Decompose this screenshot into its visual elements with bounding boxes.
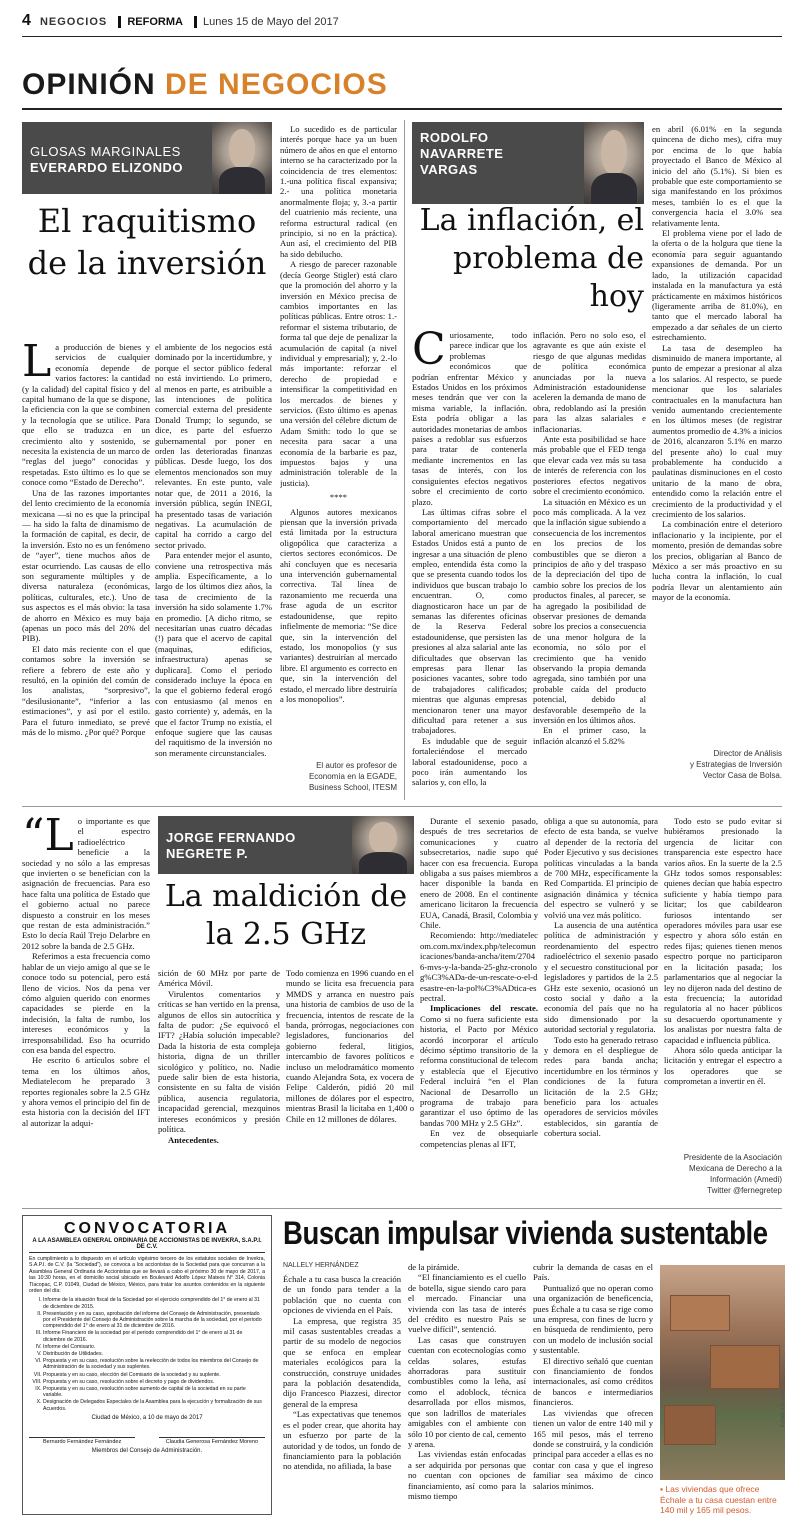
agenda-item: IX. Propuesta y en su caso, resolución sobre aumento de capital de la sociedad en su parte variable. — [43, 1386, 265, 1398]
article-body-col1c — [280, 124, 397, 764]
section-title-negocios: DE NEGOCIOS — [165, 68, 388, 101]
subhead: Implicaciones del rescate. — [430, 1003, 538, 1014]
issue-date: Lunes 15 de Mayo del 2017 — [194, 16, 339, 28]
paragraph: inflación. Pero no solo eso, el agravante es que aún existe el riesgo de que algunas medidas de política económica anunciadas por la nueva Administración estadounidense aceleren la demanda de mano de obra, redoblando así la presión para las alzas salariales e inflacionarias. — [533, 330, 646, 434]
notice-title: CONVOCATORIA — [63, 1220, 231, 1237]
paragraph: Durante el sexenio pasado, después de tres secretarios de comunicaciones y cuatro subsecretarios, nadie supo qué hacer con esa frecuencia. Europa obligaba a sus países miembros a hacer disponible la banda en enero de 2008. En el continente americano licitaron la frecuencia EUA, Canadá, Brasil, Colombia y Chile. — [420, 816, 538, 931]
bio-line: Twitter @fernegretep — [707, 1186, 782, 1195]
author-bio-navarrete — [652, 748, 782, 781]
paragraph: La empresa, que registra 35 mil casas sustentables creadas a partir de su modelo de negocios que se enfoca en emplear materiales ecológicos para la construcción, construye unidades para la población desatendida, dijo Francesco Piazzesi, director general de la empresa — [283, 1315, 401, 1409]
agenda-item: VIII. Propuesta y en su caso, resolución sobre el decreto y pago de dividendos. — [43, 1379, 265, 1385]
paragraph: Ante esta posibilidad se hace más probable que el FED tenga que elevar cada vez más su tasa de interés de referencia con los posteriores efectos negativos sobre el crecimiento económico. — [533, 434, 646, 497]
paragraph: Lo sucedido es de particular interés porque hace ya un buen número de años en que el entorno interno se ha caracterizado por la coincidencia de tres elementos: 1.-una política fiscal expansiva; 2.- una política monetaria anormalmente floja; y, 3.-a partir del cuatrienio más reciente, una reforma estructural radical (en principio, si no en la práctica). Aun así, el crecimiento del PIB ha sido debilucho. — [280, 124, 397, 259]
column-name: GLOSAS MARGINALES — [30, 144, 181, 159]
legal-notice-convocatoria — [22, 1215, 272, 1515]
page-folio — [22, 12, 782, 32]
article-body-col3b — [158, 968, 280, 1201]
headline-vivienda: Buscan impulsar vivienda sustentable — [283, 1215, 768, 1251]
paragraph: El problema viene por el lado de la oferta o de la holgura que tiene la economía para seguir aguantando expansiones de demanda. Por un lado, la utilización capacidad instalada en la manufactura ya está prácticamente en máximos históricos (ligeramente arriba de 81.0%), en tanto que el mercado laboral ha empezado a dar señales de un cierto estrechamiento. — [652, 228, 782, 343]
columnist-banner-elizondo — [22, 122, 272, 194]
paragraph: El dato más reciente con el que contamos sobre la inversión se refiere a febrero de este año y resultó, en la opinión del común de los analistas, “sorpresivo”, “desilusionante”, “inferior a las estimaciones”, y así por el estilo. Para el futuro inmediato, se prevé más de lo mismo. ¿Por qué? Porque — [22, 643, 150, 738]
paragraph: o importante es que el espectro radioeléctrico beneficie a la sociedad y no sólo a las empresas que invierten o se benefician con la asignación de frecuencias. Para eso hace falta una política de Estado que el gobierno actual no parece dispuesto a construir en los meses que restan de esta administración.” Esto lo decía Raúl Trejo Delarbre en 2012 sobre la banda de 2.5 GHz. — [22, 816, 150, 951]
paragraph: Es indudable que de seguir fortaleciéndose el mercado laboral estadounidense, poco a poco irán aumentando los salarios y, con ello, la — [412, 735, 527, 788]
paragraph: Échale a tu casa busca la creación de un fondo para tender a la población que no cuenta con opciones de vivienda en el País. — [283, 1274, 401, 1316]
article-body-viv-b — [408, 1262, 526, 1514]
article-body-col3c — [286, 968, 414, 1201]
columnist-banner-negrete — [158, 816, 414, 874]
article-body-viv-c — [533, 1262, 653, 1514]
paragraph: Todo comienza en 1996 cuando en el mundo se licita esa frecuencia para MMDS y arranca en nuestro país una historia de cambios de uso de la frecuencia, intentos de rescate de la banda, prórrogas, negociaciones con legisladores, funcionarios del gobierno federal, litigios, intercambio de favores políticos e incluso un melodramático momento cuando Alejandra Sota, ex vocera de Felipe Calderón, pidió 20 mil millones de dólares por el espectro, mientras Brasil la licitaba en 1,400 o Chile en 12 millones de dólares. — [286, 968, 414, 1124]
paragraph: obliga a que su autonomía, para efecto de esta banda, se vuelve al depender de la rectoría del Poder Ejecutivo y sus decisiones políticas vinculadas a la banda de 700 MHz, específicamente la Red Compartida. El principio de asignación dinámica y técnica del espectro se vulneró y se volvió una vez más político. — [544, 816, 658, 920]
paragraph: Puntualizó que no operan como una organización de beneficencia, pues Échale a tu casa se rige como una empresa, con fines de lucro y en búsqueda de rendimiento, pero con un modelo de inclusión social y sustentable. — [533, 1282, 653, 1356]
paragraph: Las últimas cifras sobre el comportamiento del mercado laboral americano muestran que Estados Unidos está a punto de ingresar a una situación de pleno empleo, entendida ésta como la que se presenta cuando todos los individuos que buscan trabajo lo encuentran. O, como diagnosticaron hace un par de semanas las diferentes oficinas de la Reserva Federal estadounidense, que persisten las presiones al alza salarial ante las dificultades que observan las empresas para llenar las posiciones vacantes, sobre todo de trabajadores calificados; mientras que algunas empresas mencionaron tener una mayor dificultad para retener a sus trabajadores. — [412, 506, 527, 736]
bio-line: y Estrategias de Inversión — [689, 760, 782, 769]
author-bio-elizondo — [280, 760, 397, 793]
paragraph: Las viviendas están enfocadas a ser adquirida por personas que no cuentan con opciones de financiamiento, así como para la mismo tiempo — [408, 1449, 526, 1501]
paragraph: Las viviendas que ofrecen tienen un valor de entre 140 mil y 165 mil pesos, más el terreno donde se construirá, y la condición principal para acceder a ellas es no contar con casa y que el ingreso familiar sea máximo de cinco salarios mínimos. — [533, 1407, 653, 1491]
article-body-col2a — [412, 330, 527, 790]
paragraph: “El financiamiento es el cuello de botella, sigue siendo caro para el mercado. Financiar una vivienda con las tasa de interés del crédito es nuestro País se vuelve difícil”, sentenció. — [408, 1272, 526, 1335]
paragraph: Algunos autores mexicanos piensan que la inversión privada está limitada por la estructura oligopólica que caracteriza a ciertos sectores económicos. De ahí concluyen que es necesaria una intervención gubernamental correctiva. Tal línea de razonamiento me recuerda una frase aguda de un escritor estadounidense, que repito infielmente de memoria: “Se dice que, sin la intervención del estado, los monopolios (y sus variantes) destruirían al mercado libre. El argumento es correcto en que, sin la intervención del estado, el mercado libre destruiría a los monopolios”. — [280, 506, 397, 704]
headline-inflacion: La inflación, el problema de hoy — [419, 203, 644, 314]
photo-caption: ▪ Las viviendas que ofrece Échale a tu casa cuestan entre 140 mil y 165 mil pesos. — [660, 1484, 777, 1515]
paragraph: uriosamente, todo parece indicar que los problemas económicos que podrían enfrentar México y Estados Unidos en los próximos meses tendrán que ver con la misma variable, la inflación. Esta podría obligar a las autoridades monetarias de ambos países a redoblar sus esfuerzos para tratar de contenerla mediante incrementos en las tasas de interés, con los consiguientes efectos negativos sobre el crecimiento de corto plazo. — [412, 330, 527, 507]
bio-line: Director de Análisis — [713, 749, 782, 758]
paragraph: cubrir la demanda de casas en el País. — [533, 1262, 653, 1283]
article-body-col3d — [420, 816, 538, 1201]
drop-cap: C — [412, 330, 446, 375]
agenda-item: VII. Propuesta y en su caso, elección del Comisario de la sociedad y su suplente. — [43, 1372, 265, 1378]
article-body-col3e — [544, 816, 658, 1201]
columnist-banner-navarrete — [412, 122, 644, 204]
section-name: NEGOCIOS — [39, 16, 108, 28]
paragraph: La situación en México es un poco más complicada. A la vez que la inflación sigue subiendo a consecuencia de los incrementos en los precios de los combustibles que se dieron a principios de año y del traspaso de la depreciación del tipo de cambio sobre los precios de los productos finales, al parecer, se ha agregado la posibilidad de observar presiones de demanda sobre los precios a consecuencia de una menor holgura de la economía, no sólo por el crecimiento que ha venido observando la propia demanda agregada, sino también por una probable caída del producto potencial, debido al desfavorable desempeño de la inversión en los últimos años. — [533, 496, 646, 726]
paragraph: el ambiente de los negocios está dominado por la incertidumbre, y porque el sector público federal no está invirtiendo. Lo primero, al menos en parte, es atribuible a las intenciones de política comercial externa del presidente Donald Trump; lo segundo, se dice, es parte del esfuerzo gubernamental por poner en orden las deterioradas finanzas públicas. Desde luego, los dos elementos mencionados son muy relevantes. En este punto, vale notar que, de 2011 a 2016, la inversión pública, según INEGI, ha presentado tasas de variación negativas. La acumulación de capital ha corrido a cargo del sector privado. — [155, 342, 272, 550]
article-body-viv-a — [283, 1274, 401, 1514]
columnist-photo — [584, 122, 644, 204]
article-body-col1a — [22, 342, 150, 790]
paragraph: Virulentos comentarios y críticas se han vertido en la prensa, algunos de ellos sin autocrítica y falta de pudor: ¿Se equivocó el IFT? ¿Había solución impecable? Dada la historia de esta compleja historia, digna de un thriller sicológico y político, no. Nadie puede salir bien de esta historia, consistente en su falta de visión pública, ausencia regulatoria, incapacidad gerencial, mezquinos intereses económicos y presión política. — [158, 988, 280, 1135]
section-divider — [22, 806, 782, 807]
house-shape — [670, 1295, 730, 1331]
drop-cap: L — [22, 342, 52, 387]
bio-line: Business School, ITESM — [308, 783, 397, 792]
newspaper-name: REFORMA — [118, 16, 183, 28]
columnist-photo — [352, 816, 414, 874]
paragraph: El directivo señaló que cuentan con financiamiento de fondos internacionales, así como créditos de bancos e intermediarios financieros. — [533, 1355, 653, 1408]
caption-text: Las viviendas que ofrece Échale a tu casa cuestan entre 140 mil y 165 mil pesos. — [660, 1484, 777, 1515]
columnist-name-2: NEGRETE P. — [166, 846, 249, 861]
bio-line: Vector Casa de Bolsa. — [702, 771, 782, 780]
columnist-name-2: NAVARRETE — [420, 146, 504, 161]
drop-cap: “L — [22, 816, 74, 861]
paragraph: a producción de bienes y servicios de cualquier economía depende de varios factores: la cantidad (y la calidad) del capital físico y del capital humano de la que se dispone, la eficiencia con la que se combinen y la tecnología que se utilice. Para que ello se traduzca en un crecimiento alto y sostenido, se necesita la existencia de un marco de “reglas del juego” conocidas y respetadas. Esto último es lo que se conoce como “Estado de Derecho”. — [22, 342, 150, 488]
paragraph: En vez de obsequiarle competencias plenas al IFT, — [420, 1128, 538, 1149]
paragraph: He escrito 6 artículos sobre el tema en los últimos años, Mediatelecom he preparado 3 reportes regionales sobre la 2.5 GHz y ahora vemos el principio del fin de esta historia con la decisión del IFT al autorizar la adqui- — [22, 1055, 150, 1128]
bio-line: Información (Amedi) — [709, 1175, 782, 1184]
section-title — [22, 68, 388, 102]
notice-signers — [29, 1437, 265, 1445]
signer-name: Bernardo Fernández Fernández — [29, 1437, 135, 1445]
bio-line: Presidente de la Asociación — [683, 1153, 782, 1162]
agenda-item: V. Distribución de Utilidades. — [43, 1351, 265, 1357]
agenda-item: II. Presentación y en su caso, aprobación del informe del Consejo de Administración, presentado por el Presidente del Consejo de Administración sobre la marcha de la sociedad, por el periodo comprendido del 1° de enero al 31 de diciembre de 2016. — [43, 1311, 265, 1330]
page-number: 4 — [22, 12, 31, 29]
paragraph: En el primer caso, la inflación alcanzó el 5.82% — [533, 725, 646, 746]
agenda-item: X. Designación de Delegados Especiales de la Asamblea para la ejecución y formalización de sus Acuerdos. — [43, 1399, 265, 1411]
article-body-col1b — [155, 342, 272, 790]
article-body-col2c — [652, 124, 782, 736]
notice-subtitle: A LA ASAMBLEA GENERAL ORDINARIA DE ACCIONISTAS DE INVEKRA, S.A.P.I. DE C.V. — [29, 1238, 265, 1253]
headline-maldicion: La maldición de la 2.5 GHz — [164, 879, 408, 952]
paragraph: Ahora sólo queda anticipar la licitación y entregar el espectro a los operadores que se comprometan a invertir en él. — [664, 1044, 782, 1087]
notice-footer: Miembros del Consejo de Administración. — [91, 1447, 203, 1454]
section-divider — [22, 1208, 782, 1209]
paragraph: Referimos a esta frecuencia como hablar de un viejo amigo al que se le conoce todo su potencial, pero está lleno de vicios. Nos da pena ver cómo alguien querido con enormes capacidades se pierde en la indecisión, la falta de rumbo, los intereses económicos y la irresponsabilidad. Eso ha ocurrido con esa banda del espectro. — [22, 951, 150, 1055]
notice-place-date: Ciudad de México, a 10 de mayo de 2017 — [91, 1414, 203, 1421]
agenda-list — [43, 1297, 265, 1411]
paragraph: La ausencia de una auténtica política de administración y reordenamiento del espectro radioeléctrico el sexenio pasado y el secuestro constitucional por legisladores y partidos de la 2.5 GHz este sexenio, ocasionó un costo social y daño a la economía del país que no ha sido dimensionado por la autoridad sectorial y regulatoria. — [544, 920, 658, 1035]
paragraph: La combinación entre el deterioro inflacionario y la incipiente, por el momento, presión de demandas sobre los precios, obligarían al Banco de México a ser más proactivo en su lucha contra la inflación, lo cual podría llevar un alentamiento aún mayor de la economía. — [652, 519, 782, 603]
paragraph: Las casas que construyen cuentan con ecotecnologías como celdas solares, estufas ahorradoras para sustituir combustibles como la leña, así como el adoblock, técnica desarrollada por ellos mismos, que son ladrillos de materiales amigables con el ambiente con sólo 10 por ciento de cal, cemento y arena. — [408, 1334, 526, 1449]
paragraph: Todo esto ha generado retraso y demora en el despliegue de redes para banda ancha; incertidumbre en los términos y condiciones de la futura licitación de la 2.5 GHz; beneficio para los actuales operadores de servicios móviles establecidos, sin garantía de cobertura social. — [544, 1034, 658, 1139]
photo-credit: Échale a tu casa — [780, 1390, 786, 1427]
paragraph: Para entender mejor el asunto, conviene una retrospectiva más amplia. Específicamente, a lo largo de los últimos diez años, la tasa de crecimiento de la inversión ha sido solamente 1.7% en promedio. [A dicho ritmo, se necesitarían unas cuatro décadas (!) para que el acervo de capital (maquinas, edificios, infraestructura) apenas se duplicara]. Como el periodo considerado incluye la época en la que el gobierno federal erogó con entusiasmo (al menos en gasto corriente) y, además, en la que el factor Trump no existía, el enfoque sugiere que las causas del raquitismo de la inversión no son meramente circunstanciales. — [155, 550, 272, 758]
byline: NALLELY HERNÁNDEZ — [283, 1262, 359, 1269]
paragraph: Todo esto se pudo evitar si hubiéramos presionado la urgencia de licitar con transparencia este espectro hace varios años. En la suerte de la 2.5 GHz todos somos responsables: quienes decían que había espectro suficiente y había tiempo para licitar; los que cabildearon furiosos intentando ser operadores móviles para usar ese espectro y ahora sólo están en redes fijas; quienes tienen menos espectro porque no participaron en la licitación pasada; los parlamentarios que al negociar la ley no dijeron nada del destino de esta frecuencia; la autoridad regulatoria al no hacer públicos su desacuerdo oportunamente y los analistas por nuestra falta de capacidad e influencia pública. — [664, 816, 782, 1045]
top-rule — [22, 36, 782, 37]
paragraph: en abril (6.01% en la segunda quincena de dicho mes), cifra muy por encima de lo que había proyectado el Banco de México al inicio del año (5.1%). Si bien es probable que este comportamiento se siga manifestando en los próximos meses, también lo es el que la convergencia hacia el 3.0% sea relativamente lenta. — [652, 124, 782, 228]
paragraph: Una de las razones importantes del lento crecimiento de la economía mexicana —si no es que la principal— ha sido la falta de dinamismo de la formación de capital, es decir, de la inversión. Esto no es un fenómeno de “ayer”, tiene muchos años de estar ocurriendo. Las causas de ello son seguramente múltiples y de diversa naturaleza (económicas, políticas, culturales, etc.). Uno de sus aspectos es el más obvio: la tasa de ahorro en México es muy baja (apenas un poco más del 20% del PIB). — [22, 487, 150, 644]
columnist-name: EVERARDO ELIZONDO — [30, 160, 183, 175]
columnist-name-3: VARGAS — [420, 162, 478, 177]
bio-line: Economía en la EGADE, — [308, 772, 397, 781]
author-bio-negrete — [664, 1152, 782, 1196]
columnist-photo — [212, 122, 272, 194]
section-title-opinion: OPINIÓN — [22, 68, 156, 101]
columnist-name-1: JORGE FERNANDO — [166, 830, 296, 845]
section-break: **** — [329, 492, 348, 503]
paragraph: Como si no fuera suficiente esta historia, el Pacto por México acordó incorporar el artículo décimo séptimo transitorio de la reforma constitucional de telecom y establecía que el Ejecutivo Federal incluirá “en el Plan Nacional de Desarrollo un programa de trabajo para garantizar el uso óptimo de las bandas 700 MHz y 2.5 GHz”. — [420, 1013, 538, 1128]
article-body-col3f — [664, 816, 782, 1151]
bio-line: El autor es profesor de — [316, 761, 397, 770]
paragraph: La tasa de desempleo ha disminuido de manera importante, al punto de empezar a presionar al alza a los salarios. Al respecto, se puede mencionar que los salariales contractuales en la manufactura han venido aumentando crecientemente en los últimos meses (de registrar aumentos promedio de 4.3% a inicios de 2016, alcanzaron 5.1% en marzo del presente año) lo cual muy probablemente ha conducido a paulatinas disminuciones en el costo unitario de la mano de obra, entendido como la relación entre el crecimiento de la productividad y el crecimiento de los salarios. — [652, 342, 782, 520]
title-rule — [22, 108, 782, 110]
article-body-col2b — [533, 330, 646, 790]
agenda-item: I. Informe de la situación fiscal de la Sociedad por el ejercicio comprendido del 1° de enero al 31 de diciembre de 2015. — [43, 1297, 265, 1309]
paragraph: Recomiendo: http://mediatelecom.com.mx/index.php/telecomunicaciones/banda-ancha/item/27046-mvs-y-la-banda-25-ghz-cronolog%C3%ADa-de-un-rescate-o-el-desastre-en-la-pol%C3%ADtica-espectral. — [420, 930, 538, 1003]
headline-raquitismo: El raquitismo de la inversión — [27, 202, 267, 282]
house-shape — [664, 1405, 716, 1445]
columnist-name-1: RODOLFO — [420, 130, 489, 145]
agenda-item: IV. Informe del Comisario. — [43, 1344, 265, 1350]
paragraph: de la pirámide. — [408, 1262, 460, 1272]
subhead: Antecedentes. — [168, 1134, 219, 1145]
paragraph: A riesgo de parecer razonable (decía George Stigler) está claro que la promoción del ahorro y la inversión en México precisa de cambios importantes en las políticas públicas. Entre otros: 1.-reformar el sistema tributario, de forma tal que deje de penalizar la acumulación de capital (a nivel individual y empresarial); y, 2.-lo más importante: reforzar el derecho de propiedad e intensificar la competitividad en los mercados de bienes y servicios. (Esto último es apenas una versión del célebre dictum de Adam Smith: todo lo que se necesita para sacar a una economía de la barbarie es paz, impuestos bajos y una administración tolerable de la justicia). — [280, 259, 397, 488]
housing-photo — [660, 1265, 785, 1480]
paragraph: “Las expectativas que tenemos es el poder crear, que ahorita hay un esfuerzo por parte de la autoridad y de todos, un fondo de financiamiento para la población no atendida, no afiliada, la base — [283, 1409, 401, 1472]
agenda-item: VI. Propuesta y en su caso, resolución sobre la reelección de todos los miembros del Consejo de Administración de la sociedad y sus suplentes. — [43, 1358, 265, 1370]
bio-line: Mexicana de Derecho a la — [689, 1164, 782, 1173]
article-body-col3a — [22, 816, 150, 1201]
paragraph: sición de 60 MHz por parte de América Móvil. — [158, 968, 280, 989]
notice-intro: En cumplimiento a lo dispuesto en el artículo vigésimo tercero de los estatutos sociales de Invekra, S.A.P.I. de C.V. (la “Sociedad”), se convoca a los accionistas de la Sociedad para que concurran a la Asamblea General Ordinaria de Accionistas que se llevará a cabo el próximo 30 de mayo de 2017, a las 10:30 horas, en el domicilio social ubicado en Boulevard Adolfo López Mateos N° 314, Colonia Tlacopac, C.P. 01049, Ciudad de México, México, para tratar los asuntos contenidos en la siguiente orden del día: — [29, 1256, 265, 1295]
house-shape — [710, 1345, 780, 1389]
column-divider — [404, 120, 405, 800]
agenda-item: III. Informe Financiero de la sociedad por el periodo comprendido del 1° de enero al 31 de diciembre de 2016. — [43, 1330, 265, 1342]
signer-name: Claudia Generosa Fernández Moreno — [159, 1437, 265, 1445]
